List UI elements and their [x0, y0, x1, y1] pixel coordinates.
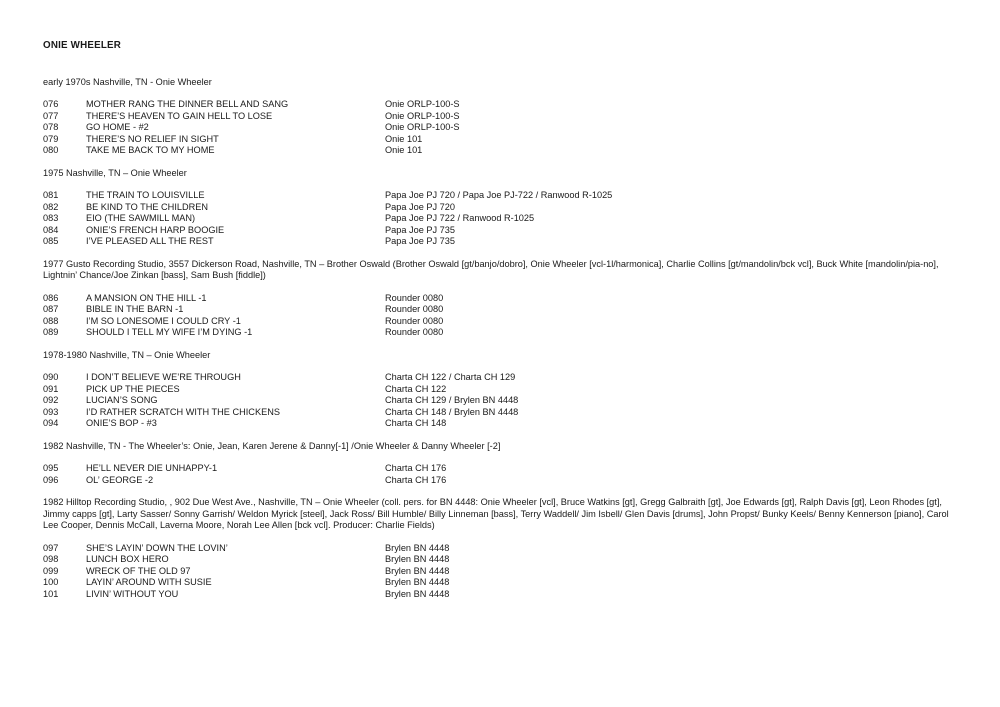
track-number: 101 [43, 588, 59, 599]
release-label: Rounder 0080 [385, 315, 444, 326]
track-number: 086 [43, 292, 59, 303]
track-row [43, 202, 963, 214]
track-number: 083 [43, 213, 59, 223]
release-label: Onie ORLP-100-S [385, 110, 460, 121]
release-label: Charta CH 176 [385, 474, 447, 485]
track-list [43, 543, 963, 601]
release-label: Brylen BN 4448 [385, 542, 450, 553]
track-row [43, 99, 963, 111]
track-row [43, 384, 963, 396]
track-title: THERE’S NO RELIEF IN SIGHT [86, 133, 219, 144]
track-title: SHE’S LAYIN’ DOWN THE LOVIN’ [86, 542, 228, 553]
track-title: THERE’S HEAVEN TO GAIN HELL TO LOSE [86, 110, 273, 121]
track-title: PICK UP THE PIECES [86, 383, 180, 394]
track-number: 084 [43, 224, 59, 235]
track-row [43, 304, 963, 316]
release-label: Rounder 0080 [385, 304, 444, 314]
track-title: I DON’T BELIEVE WE’RE THROUGH [86, 372, 241, 382]
track-number: 091 [43, 383, 59, 394]
track-number: 085 [43, 236, 59, 246]
session-header: early 1970s Nashville, TN - Onie Wheeler [43, 76, 212, 87]
track-row [43, 372, 963, 384]
track-row [43, 213, 963, 225]
track-row [43, 554, 963, 566]
track-row [43, 543, 963, 555]
release-label: Papa Joe PJ 735 [385, 236, 455, 246]
track-row [43, 316, 963, 328]
track-number: 095 [43, 463, 59, 473]
track-number: 087 [43, 304, 59, 314]
track-row [43, 293, 963, 305]
track-number: 098 [43, 554, 59, 564]
track-title: BE KIND TO THE CHILDREN [86, 201, 209, 212]
release-label: Papa Joe PJ 722 / Ranwood R-1025 [385, 213, 535, 223]
track-number: 093 [43, 406, 59, 417]
release-label: Charta CH 129 / Brylen BN 4448 [385, 395, 519, 405]
session-header: 1977 Gusto Recording Studio, 3557 Dickerson Road, Nashville, TN – Brother Oswald (Brother Oswald [gt/banjo/dobro], Onie Wheeler [vcl-1l/harmonica], Charlie Collins [gt/mandolin/bck vcl], Buck White [mandolin/pia-no], Lightnin’ Chance/Joe Zinkan [bass], Sam Bush [fiddle]) [43, 258, 939, 280]
page-title: ONIE WHEELER [43, 40, 122, 51]
track-title: THE TRAIN TO LOUISVILLE [86, 190, 205, 200]
track-title: I’VE PLEASED ALL THE REST [86, 236, 214, 246]
track-row [43, 418, 963, 430]
session-list [43, 77, 963, 601]
track-number: 079 [43, 133, 59, 144]
track-number: 080 [43, 145, 59, 155]
track-title: WRECK OF THE OLD 97 [86, 565, 191, 576]
track-row [43, 577, 963, 589]
track-title: I’D RATHER SCRATCH WITH THE CHICKENS [86, 406, 280, 417]
track-title: SHOULD I TELL MY WIFE I’M DYING -1 [86, 327, 253, 337]
track-title: TAKE ME BACK TO MY HOME [86, 145, 215, 155]
track-title: HE’LL NEVER DIE UNHAPPY-1 [86, 463, 218, 473]
track-number: 097 [43, 542, 59, 553]
track-title: LAYIN’ AROUND WITH SUSIE [86, 577, 212, 587]
track-row [43, 463, 963, 475]
track-number: 096 [43, 474, 59, 485]
release-label: Onie ORLP-100-S [385, 99, 460, 109]
session-header: 1982 Hilltop Recording Studio, , 902 Due West Ave., Nashville, TN – Onie Wheeler (coll. pers. for BN 4448: Onie Wheeler [vcl], Bruce Watkins [gt], Gregg Galbraith [gt], Joe Edwards [gt], Ralph Davis [gt], Leon Rhodes [gt], Jimmy capps [gt], Larty Sasser/ Sonny Garrish/ Weldon Myrick [steel], Jack Ross/ Bill Humble/ Billy Linneman [bass], Terry Waddell/ Jim Isbell/ Glen Davis [drums], John Propst/ Bunky Keels/ Benny Kennerson [piano], Carol Lee Cooper, Dennis McCall, Laverna Moore, Norah Lee Allen [bck vcl]. Producer: Charlie Fields) [43, 497, 949, 530]
track-title: ONIE’S FRENCH HARP BOOGIE [86, 224, 225, 235]
track-number: 076 [43, 99, 59, 109]
track-title: GO HOME - #2 [86, 122, 149, 132]
release-label: Brylen BN 4448 [385, 565, 450, 576]
release-label: Onie 101 [385, 133, 423, 144]
release-label: Brylen BN 4448 [385, 554, 450, 564]
release-label: Rounder 0080 [385, 327, 444, 337]
track-list [43, 99, 963, 157]
track-number: 100 [43, 577, 59, 587]
track-title: I’M SO LONESOME I COULD CRY -1 [86, 315, 241, 326]
session-header: 1975 Nashville, TN – Onie Wheeler [43, 167, 187, 178]
release-label: Rounder 0080 [385, 292, 444, 303]
track-row [43, 327, 963, 339]
track-number: 081 [43, 190, 59, 200]
track-row [43, 566, 963, 578]
release-label: Charta CH 176 [385, 463, 447, 473]
track-row [43, 407, 963, 419]
track-number: 089 [43, 327, 59, 337]
track-number: 092 [43, 395, 59, 405]
track-title: BIBLE IN THE BARN -1 [86, 304, 184, 314]
track-title: ONIE’S BOP - #3 [86, 418, 157, 428]
discography-page [43, 40, 963, 611]
release-label: Charta CH 122 / Charta CH 129 [385, 372, 516, 382]
release-label: Papa Joe PJ 720 [385, 201, 455, 212]
track-row [43, 475, 963, 487]
track-row [43, 134, 963, 146]
track-title: EIO (THE SAWMILL MAN) [86, 213, 196, 223]
release-label: Papa Joe PJ 720 / Papa Joe PJ-722 / Ranwood R-1025 [385, 190, 613, 200]
track-row [43, 190, 963, 202]
track-title: LUNCH BOX HERO [86, 554, 169, 564]
track-title: MOTHER RANG THE DINNER BELL AND SANG [86, 99, 289, 109]
track-list [43, 190, 963, 248]
session-header: 1978-1980 Nashville, TN – Onie Wheeler [43, 349, 211, 360]
track-row [43, 236, 963, 248]
track-row [43, 225, 963, 237]
track-row [43, 145, 963, 157]
session-header: 1982 Nashville, TN - The Wheeler’s: Onie, Jean, Karen Jerene & Danny[-1] /Onie Wheeler & Danny Wheeler [-2] [43, 440, 501, 451]
track-row [43, 589, 963, 601]
track-number: 099 [43, 565, 59, 576]
track-list [43, 463, 963, 486]
release-label: Charta CH 148 / Brylen BN 4448 [385, 406, 519, 417]
track-number: 088 [43, 315, 59, 326]
release-label: Brylen BN 4448 [385, 577, 450, 587]
release-label: Papa Joe PJ 735 [385, 224, 455, 235]
track-number: 090 [43, 372, 59, 382]
track-list [43, 372, 963, 430]
release-label: Charta CH 122 [385, 383, 447, 394]
track-list [43, 293, 963, 339]
track-number: 078 [43, 122, 59, 132]
track-number: 094 [43, 418, 59, 428]
track-title: A MANSION ON THE HILL -1 [86, 292, 207, 303]
track-number: 082 [43, 201, 59, 212]
track-title: OL’ GEORGE -2 [86, 474, 154, 485]
release-label: Onie 101 [385, 145, 423, 155]
release-label: Charta CH 148 [385, 418, 447, 428]
track-row [43, 111, 963, 123]
track-title: LUCIAN’S SONG [86, 395, 158, 405]
track-title: LIVIN’ WITHOUT YOU [86, 588, 179, 599]
release-label: Brylen BN 4448 [385, 588, 450, 599]
track-row [43, 395, 963, 407]
track-row [43, 122, 963, 134]
track-number: 077 [43, 110, 59, 121]
release-label: Onie ORLP-100-S [385, 122, 460, 132]
